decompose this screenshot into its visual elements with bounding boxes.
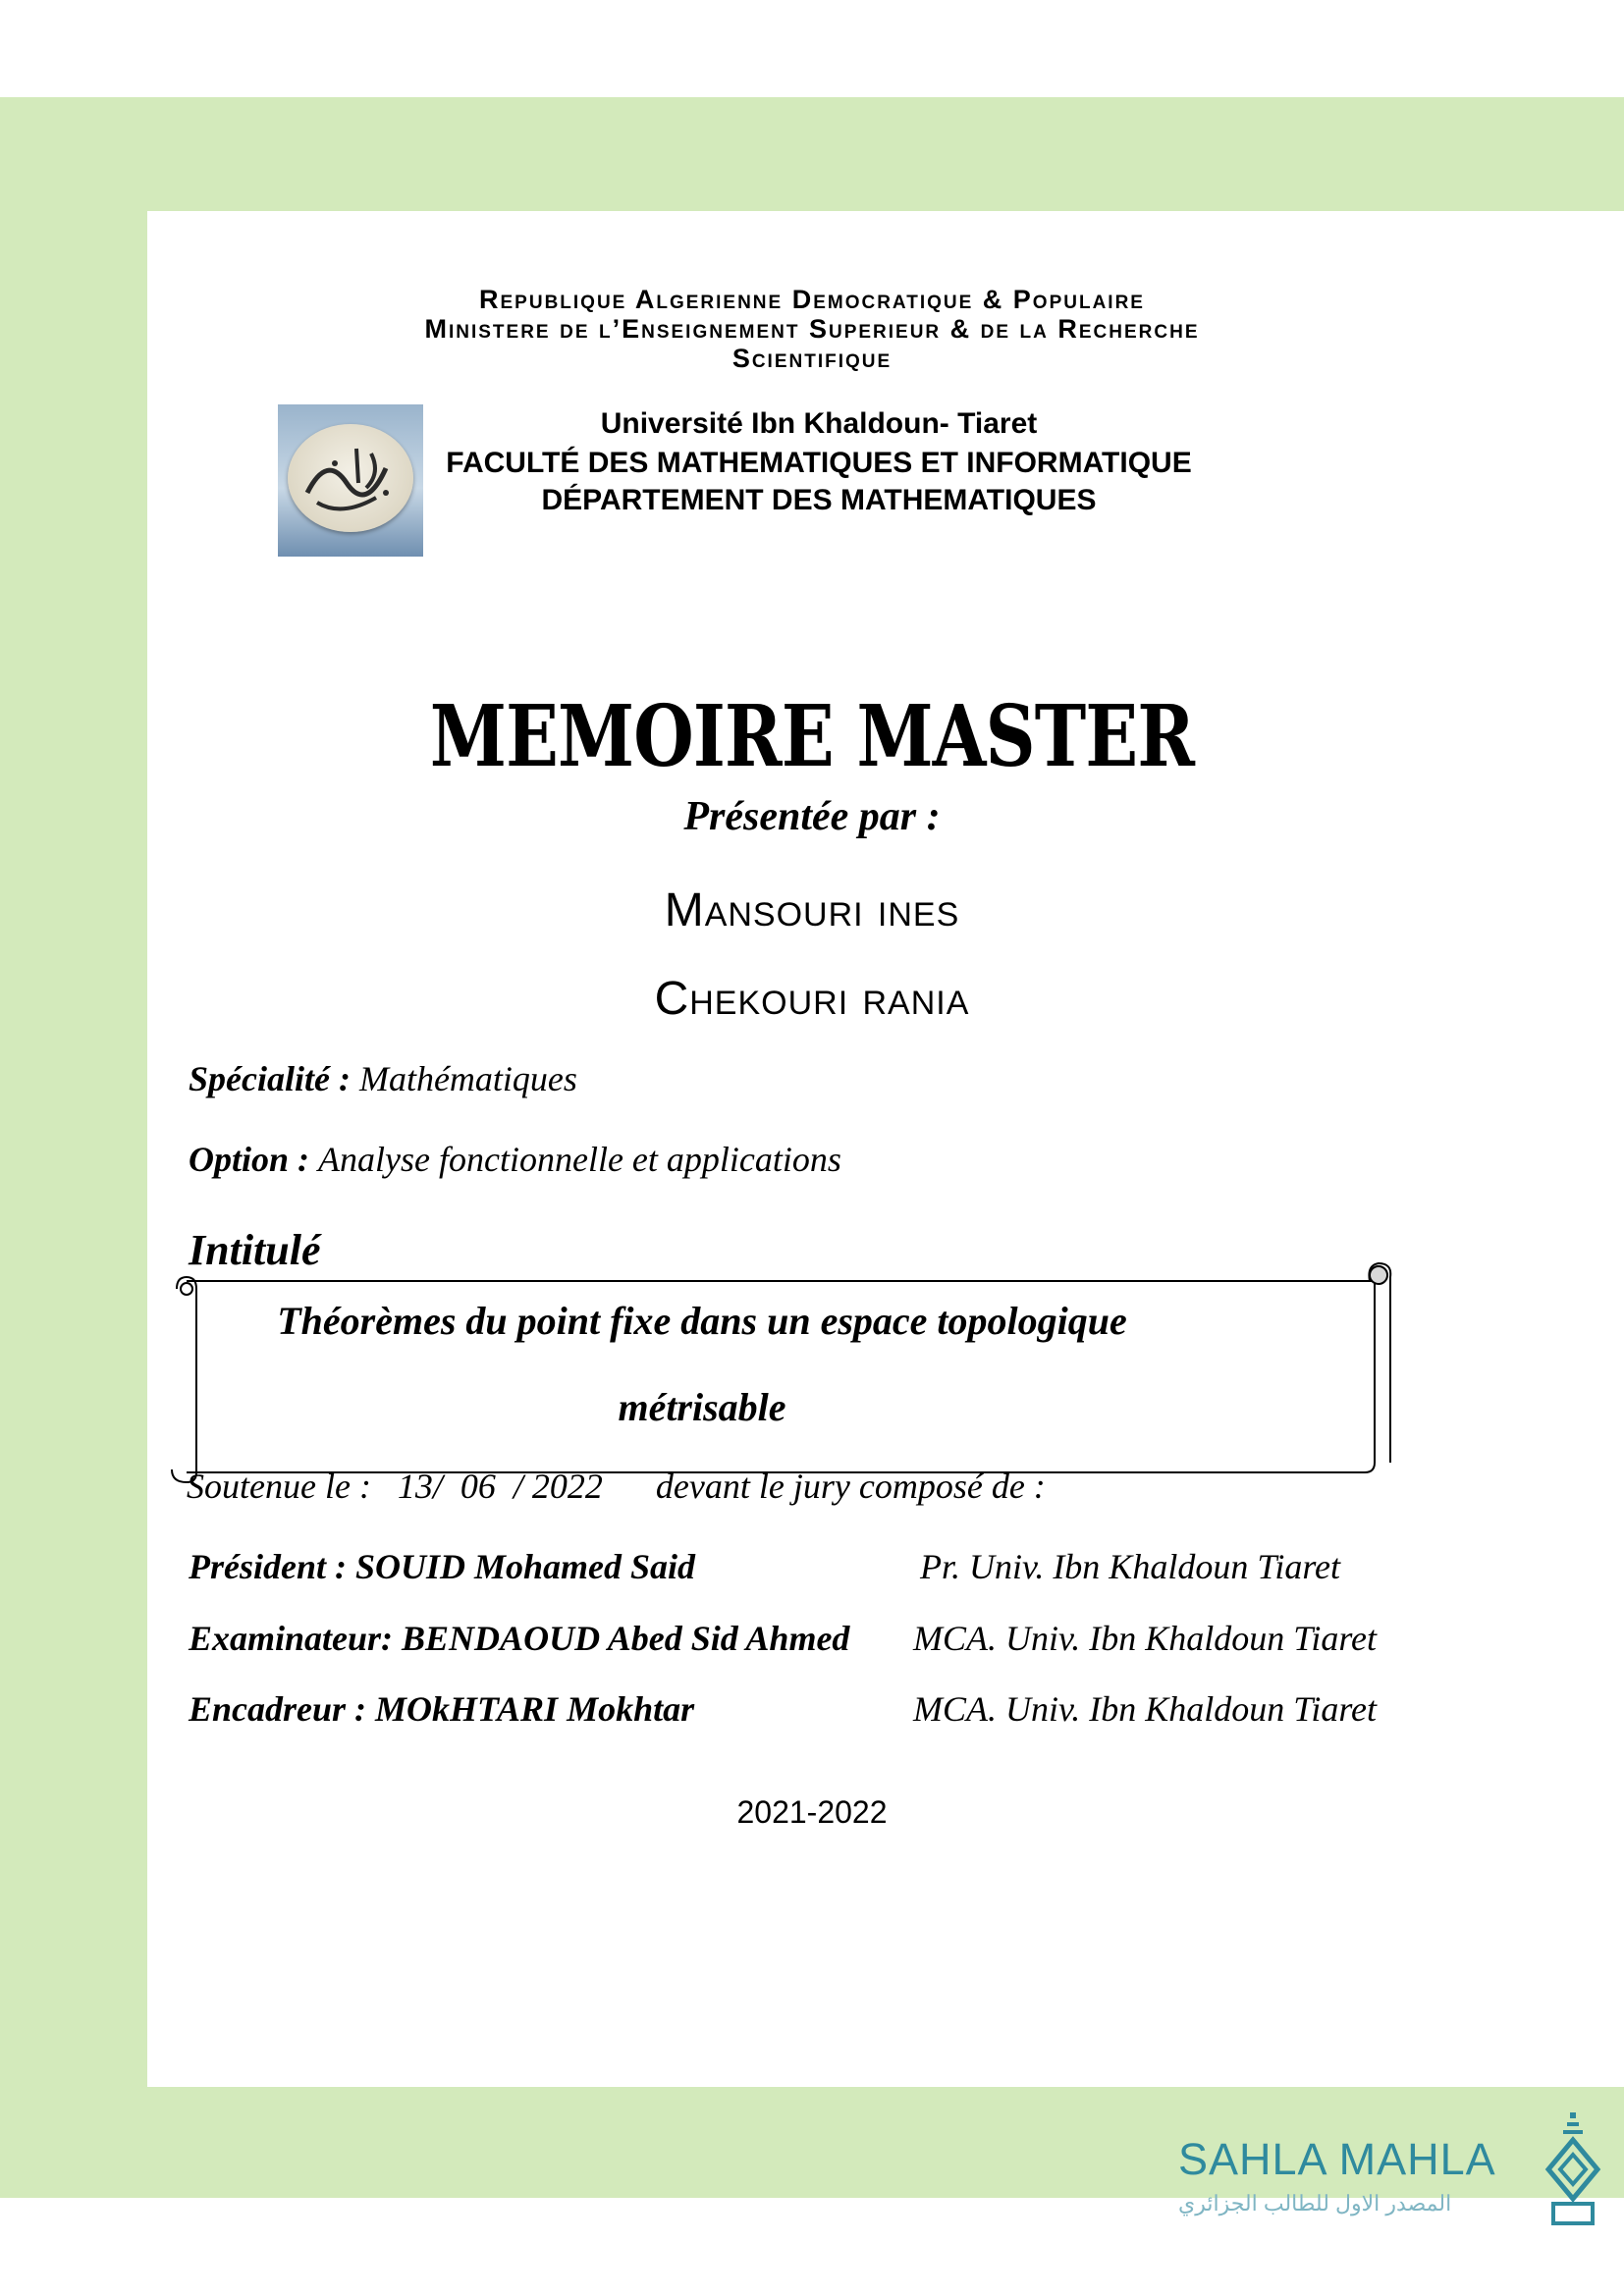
brand-name: SAHLA MAHLA	[1178, 2134, 1496, 2184]
jury-member-name: Encadreur : MOkHTARI Mokhtar	[189, 1689, 695, 1729]
scientific-heading: Scientifique	[731, 344, 893, 373]
brand-tagline: المصدر الاول للطالب الجزائري	[1178, 2191, 1452, 2216]
jury-member-name: Président : SOUID Mohamed Said	[189, 1547, 696, 1586]
brand-logo-icon	[1543, 2110, 1602, 2228]
option-value: Analyse fonctionnelle et applications	[318, 1140, 841, 1179]
ministry-heading: Ministere de l’Enseignement Superieur & de la Recherche	[424, 314, 1200, 344]
top-green-band	[0, 97, 1624, 211]
jury-member-affiliation: MCA. Univ. Ibn Khaldoun Tiaret	[913, 1689, 1377, 1729]
left-green-band	[0, 97, 147, 2198]
thesis-scroll-banner	[157, 1252, 1394, 1487]
academic-year: 2021-2022	[736, 1794, 888, 1830]
jury-member-affiliation: MCA. Univ. Ibn Khaldoun Tiaret	[913, 1619, 1377, 1658]
brand-watermark	[1178, 2134, 1571, 2222]
speciality-row	[189, 1058, 577, 1099]
jury-member-affiliation: Pr. Univ. Ibn Khaldoun Tiaret	[920, 1547, 1341, 1586]
thesis-title-line: Théorèmes du point fixe dans un espace topologique	[277, 1299, 1127, 1343]
student-name: Mansouri ines	[664, 884, 960, 936]
document-title: MEMOIRE MASTER	[429, 687, 1195, 786]
jury-member-name: Examinateur: BENDAOUD Abed Sid Ahmed	[189, 1619, 850, 1658]
student-name: Chekouri rania	[654, 973, 970, 1025]
presented-by-label: Présentée par :	[683, 794, 941, 839]
speciality-value: Mathématiques	[358, 1059, 577, 1098]
speciality-label: Spécialité :	[189, 1059, 351, 1098]
option-row	[189, 1139, 841, 1180]
university-logo	[278, 404, 423, 557]
calligraphy-seal-icon	[288, 424, 413, 532]
faculty-name: FACULTÉ DES MATHEMATIQUES ET INFORMATIQUE	[446, 447, 1192, 479]
option-label: Option :	[189, 1140, 310, 1179]
department-name: DÉPARTEMENT DES MATHEMATIQUES	[541, 484, 1097, 516]
republic-heading: Republique Algerienne Democratique & Populaire	[479, 285, 1145, 314]
university-name: Université Ibn Khaldoun- Tiaret	[600, 407, 1038, 440]
thesis-title-line: métrisable	[618, 1385, 786, 1429]
intitule-label: Intitulé	[189, 1226, 321, 1274]
defense-date: Soutenue le : 13/ 06 / 2022 devant le jury composé de :	[187, 1467, 1046, 1506]
